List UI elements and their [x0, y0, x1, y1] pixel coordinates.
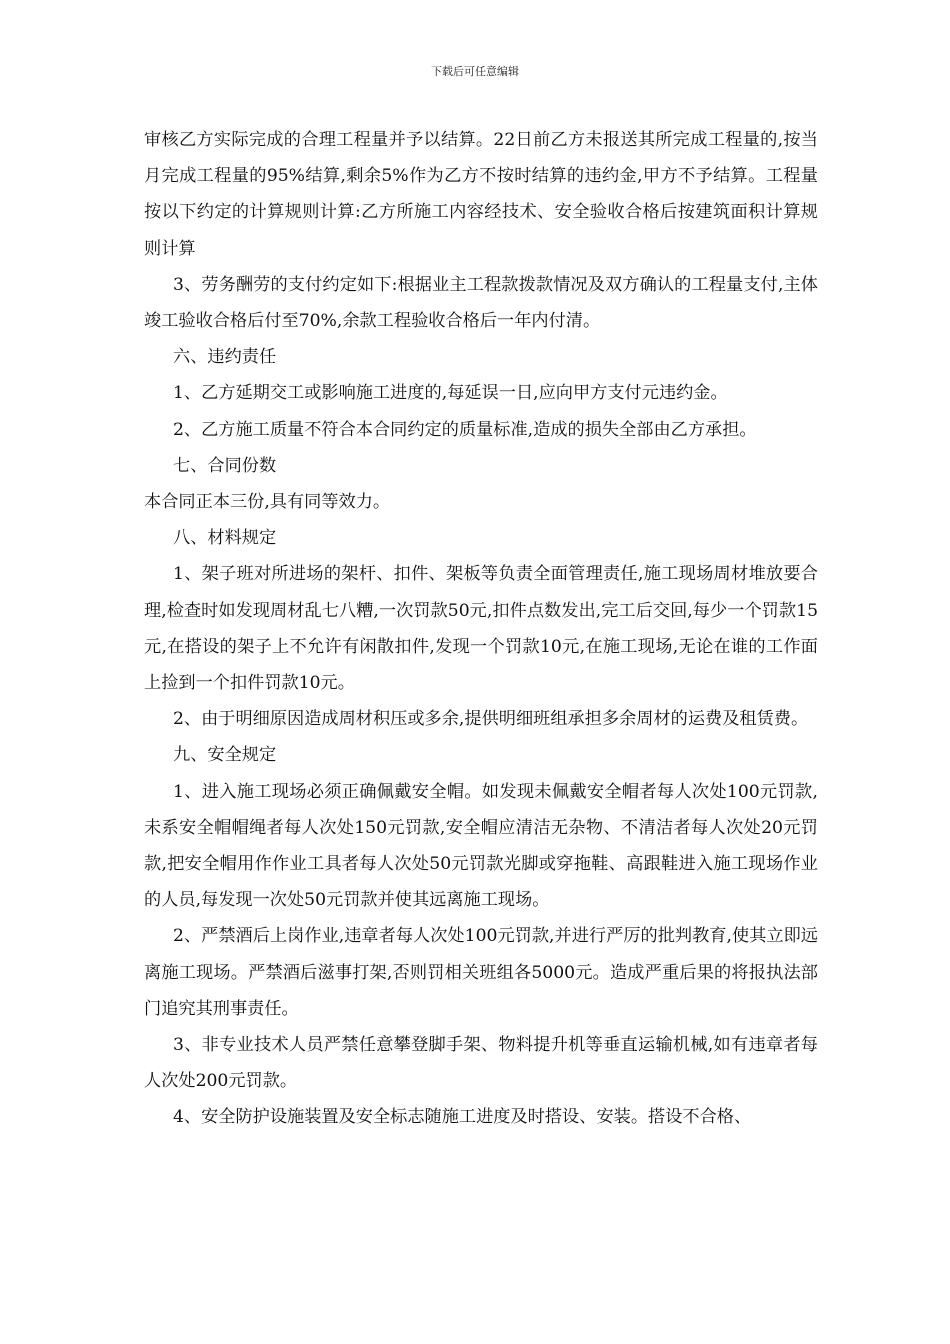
section-heading-copies: 七、合同份数: [173, 455, 277, 476]
paragraph-safety-1: 1、进入施工现场必须正确佩戴安全帽。如发现未佩戴安全帽者每人次处100元罚款,未系安全帽帽绳者每人次处150元罚款,安全帽应清洁无杂物、不清洁者每人次处20元罚款,把安全帽用作作业工具者每人次处50元罚款光脚或穿拖鞋、高跟鞋进入施工现场作业的人员,每发现一次处50元罚款并使其远离施工现场。: [144, 781, 818, 911]
paragraph-payment-terms: 3、劳务酬劳的支付约定如下:根据业主工程款拨款情况及双方确认的工程量支付,主体竣工验收合格后付至70%,余款工程验收合格后一年内付清。: [144, 274, 818, 332]
document-body: [144, 122, 818, 1136]
paragraph-copies: 本合同正本三份,具有同等效力。: [144, 492, 391, 513]
page-header: 下载后可任意编辑: [431, 65, 519, 78]
paragraph-safety-2: 2、严禁酒后上岗作业,违章者每人次处100元罚款,并进行严厉的批判教育,使其立即远离施工现场。严禁酒后滋事打架,否则罚相关班组各5000元。造成严重后果的将报执法部门追究其刑事责任。: [144, 926, 818, 1019]
paragraph-settlement-terms: 审核乙方实际完成的合理工程量并予以结算。22日前乙方未报送其所完成工程量的,按当月完成工程量的95%结算,剩余5%作为乙方不按时结算的违约金,甲方不予结算。工程量按以下约定的计算规则计算:乙方所施工内容经技术、安全验收合格后按建筑面积计算规则计算: [144, 130, 818, 259]
paragraph-materials-1: 1、架子班对所进场的架杆、扣件、架板等负责全面管理责任,施工现场周材堆放要合理,检查时如发现周材乱七八糟,一次罚款50元,扣件点数发出,完工后交回,每少一个罚款15元,在搭设的架子上不允许有闲散扣件,发现一个罚款10元,在施工现场,无论在谁的工作面上捡到一个扣件罚款10元。: [144, 564, 818, 694]
section-heading-breach: 六、违约责任: [173, 347, 277, 368]
paragraph-safety-3: 3、非专业技术人员严禁任意攀登脚手架、物料提升机等垂直运输机械,如有违章者每人次处200元罚款。: [144, 1035, 818, 1092]
paragraph-breach-2: 2、乙方施工质量不符合本合同约定的质量标准,造成的损失全部由乙方承担。: [173, 419, 757, 440]
section-heading-materials: 八、材料规定: [173, 528, 277, 549]
paragraph-safety-4: 4、安全防护设施装置及安全标志随施工进度及时搭设、安装。搭设不合格、: [173, 1107, 752, 1128]
section-heading-safety: 九、安全规定: [173, 745, 277, 766]
paragraph-materials-2: 2、由于明细原因造成周材积压或多余,提供明细班组承担多余周材的运费及租赁费。: [173, 709, 809, 730]
paragraph-breach-1: 1、乙方延期交工或影响施工进度的,每延误一日,应向甲方支付元违约金。: [173, 383, 728, 404]
